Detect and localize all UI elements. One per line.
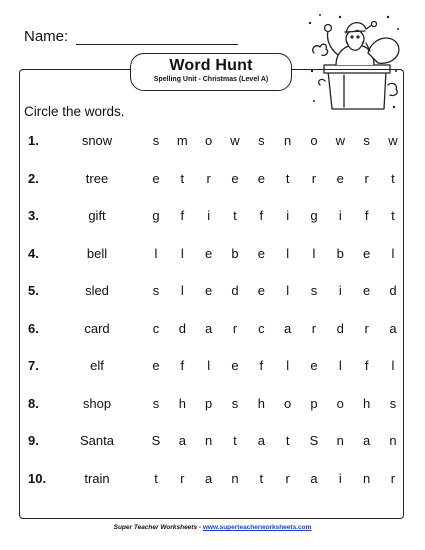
row-number: 10. [28, 470, 47, 486]
letter[interactable]: r [364, 170, 369, 186]
letter[interactable]: a [310, 470, 318, 486]
letter[interactable]: e [257, 170, 265, 186]
letter[interactable]: b [231, 245, 239, 261]
letter[interactable]: r [311, 170, 317, 186]
row-number: 9. [28, 433, 39, 448]
letter[interactable]: r [206, 170, 211, 186]
target-word: train [84, 470, 110, 486]
letter[interactable]: a [257, 433, 265, 448]
letter[interactable]: t [285, 170, 290, 186]
letter[interactable]: i [338, 283, 342, 298]
letter[interactable]: S [151, 433, 161, 448]
letter[interactable]: c [152, 320, 160, 336]
letter[interactable]: l [286, 358, 290, 373]
letter-sequence [146, 133, 403, 148]
letter[interactable]: o [205, 133, 213, 148]
letter[interactable]: e [231, 170, 239, 186]
letter[interactable]: p [310, 395, 318, 411]
letter[interactable]: s [152, 133, 160, 148]
letter[interactable]: l [312, 245, 316, 261]
letter[interactable]: c [258, 320, 265, 336]
letter[interactable]: f [180, 358, 185, 373]
target-word: card [84, 320, 110, 336]
footer-separator: - [197, 524, 203, 531]
letter[interactable]: t [180, 170, 185, 186]
name-row [24, 28, 238, 45]
letter[interactable]: f [180, 208, 185, 223]
letter[interactable]: n [389, 433, 397, 448]
letter[interactable]: n [205, 433, 213, 448]
letter[interactable]: r [180, 470, 185, 486]
row-number: 1. [28, 133, 39, 148]
word-row [0, 171, 425, 191]
letter[interactable]: e [152, 358, 160, 373]
letter[interactable]: t [391, 170, 395, 186]
letter[interactable]: f [259, 358, 264, 373]
letter[interactable]: e [152, 170, 160, 186]
letter[interactable]: g [152, 208, 160, 223]
letter[interactable]: a [178, 433, 186, 448]
letter[interactable]: s [363, 133, 370, 148]
letter[interactable]: e [205, 245, 213, 261]
letter-sequence [146, 171, 403, 186]
letter[interactable]: e [257, 245, 265, 261]
letter[interactable]: h [178, 395, 186, 411]
letter[interactable]: f [364, 208, 369, 223]
letter[interactable]: i [207, 208, 211, 223]
letter[interactable]: r [364, 320, 369, 336]
letter[interactable]: s [231, 395, 239, 411]
letter[interactable]: l [391, 358, 395, 373]
letter[interactable]: l [391, 245, 395, 261]
row-number: 2. [28, 170, 39, 186]
target-word: gift [88, 208, 106, 223]
letter[interactable]: e [257, 283, 265, 298]
letter[interactable]: f [259, 208, 264, 223]
letter[interactable]: l [180, 283, 184, 298]
word-row [0, 208, 425, 228]
instructions: Circle the words. [24, 104, 125, 119]
word-row [0, 321, 425, 341]
letter[interactable]: d [336, 320, 344, 336]
letter[interactable]: p [205, 395, 213, 411]
letter[interactable]: a [205, 470, 213, 486]
letter[interactable]: t [233, 433, 237, 448]
letter[interactable]: s [152, 395, 160, 411]
name-line[interactable] [76, 30, 238, 45]
footer-brand: Super Teacher Worksheets [113, 524, 198, 531]
letter[interactable]: t [391, 208, 395, 223]
letter[interactable]: n [336, 433, 344, 448]
letter[interactable]: r [311, 320, 317, 336]
row-number: 8. [28, 395, 39, 411]
letter-sequence [146, 321, 403, 336]
letter[interactable]: m [176, 133, 188, 148]
letter[interactable]: w [388, 133, 398, 148]
word-row [0, 471, 425, 491]
letter[interactable]: s [389, 395, 397, 411]
letter[interactable]: r [390, 470, 396, 486]
letter[interactable]: e [363, 245, 371, 261]
letter-sequence [146, 433, 403, 448]
letter[interactable]: e [231, 358, 239, 373]
letter[interactable]: s [310, 283, 318, 298]
letter[interactable]: w [230, 133, 240, 148]
row-number: 7. [28, 358, 39, 373]
letter[interactable]: o [284, 395, 292, 411]
target-word: tree [85, 170, 109, 186]
letter[interactable]: r [285, 470, 290, 486]
letter[interactable]: b [336, 245, 344, 261]
letter[interactable]: d [178, 320, 186, 336]
letter[interactable]: i [338, 208, 342, 223]
letter[interactable]: r [232, 320, 238, 336]
letter-sequence [146, 283, 403, 298]
letter[interactable]: n [231, 470, 239, 486]
letter[interactable]: e [336, 170, 344, 186]
letter[interactable]: d [231, 283, 239, 298]
letter[interactable]: h [363, 395, 371, 411]
letter[interactable]: t [259, 470, 264, 486]
letter-sequence [146, 208, 403, 223]
letter[interactable]: e [310, 358, 318, 373]
letter[interactable]: a [205, 320, 213, 336]
letter[interactable]: d [389, 283, 397, 298]
letter[interactable]: l [154, 245, 158, 261]
word-row [0, 358, 425, 378]
letter[interactable]: t [233, 208, 237, 223]
row-number: 4. [28, 245, 39, 261]
letter[interactable]: a [284, 320, 292, 336]
letter[interactable]: o [336, 395, 344, 411]
letter[interactable]: f [364, 358, 369, 373]
word-row [0, 246, 425, 266]
letter[interactable]: e [363, 283, 371, 298]
letter[interactable]: l [286, 245, 290, 261]
letter[interactable]: s [258, 133, 265, 148]
word-row [0, 396, 425, 416]
letter[interactable]: a [389, 320, 397, 336]
letter[interactable]: n [363, 470, 371, 486]
letter[interactable]: t [285, 433, 290, 448]
target-word: snow [81, 133, 113, 148]
letter[interactable]: S [309, 433, 319, 448]
row-number: 5. [28, 283, 39, 298]
letter[interactable]: e [205, 283, 213, 298]
row-number: 3. [28, 208, 39, 223]
worksheet-subtitle: Spelling Unit - Christmas (Level A) [153, 76, 269, 83]
letter[interactable]: l [207, 358, 211, 373]
letter[interactable]: n [284, 133, 292, 148]
letter[interactable]: l [286, 283, 290, 298]
target-word: sled [85, 283, 109, 298]
letter[interactable]: o [310, 133, 318, 148]
footer [0, 524, 425, 531]
letter-sequence [146, 471, 403, 486]
target-word: Santa [80, 433, 114, 448]
title-banner [130, 53, 292, 91]
word-row [0, 433, 425, 453]
footer-link[interactable]: www.superteacherworksheets.com [202, 524, 312, 531]
target-word: shop [82, 395, 112, 411]
row-number: 6. [28, 320, 39, 336]
letter-sequence [146, 246, 403, 261]
target-word: elf [90, 358, 104, 373]
letter-sequence [146, 396, 403, 411]
word-row [0, 283, 425, 303]
letter[interactable]: i [338, 470, 342, 486]
letter-sequence [146, 358, 403, 373]
letter[interactable]: h [257, 395, 265, 411]
letter[interactable]: s [152, 283, 160, 298]
letter[interactable]: l [180, 245, 184, 261]
worksheet-title: Word Hunt [169, 57, 253, 74]
word-row [0, 133, 425, 153]
letter[interactable]: a [363, 433, 371, 448]
letter[interactable]: t [154, 470, 158, 486]
letter[interactable]: w [335, 133, 345, 148]
name-label: Name: [24, 28, 69, 45]
target-word: bell [86, 245, 108, 261]
letter[interactable]: l [338, 358, 342, 373]
letter[interactable]: g [310, 208, 318, 223]
letter[interactable]: i [286, 208, 290, 223]
